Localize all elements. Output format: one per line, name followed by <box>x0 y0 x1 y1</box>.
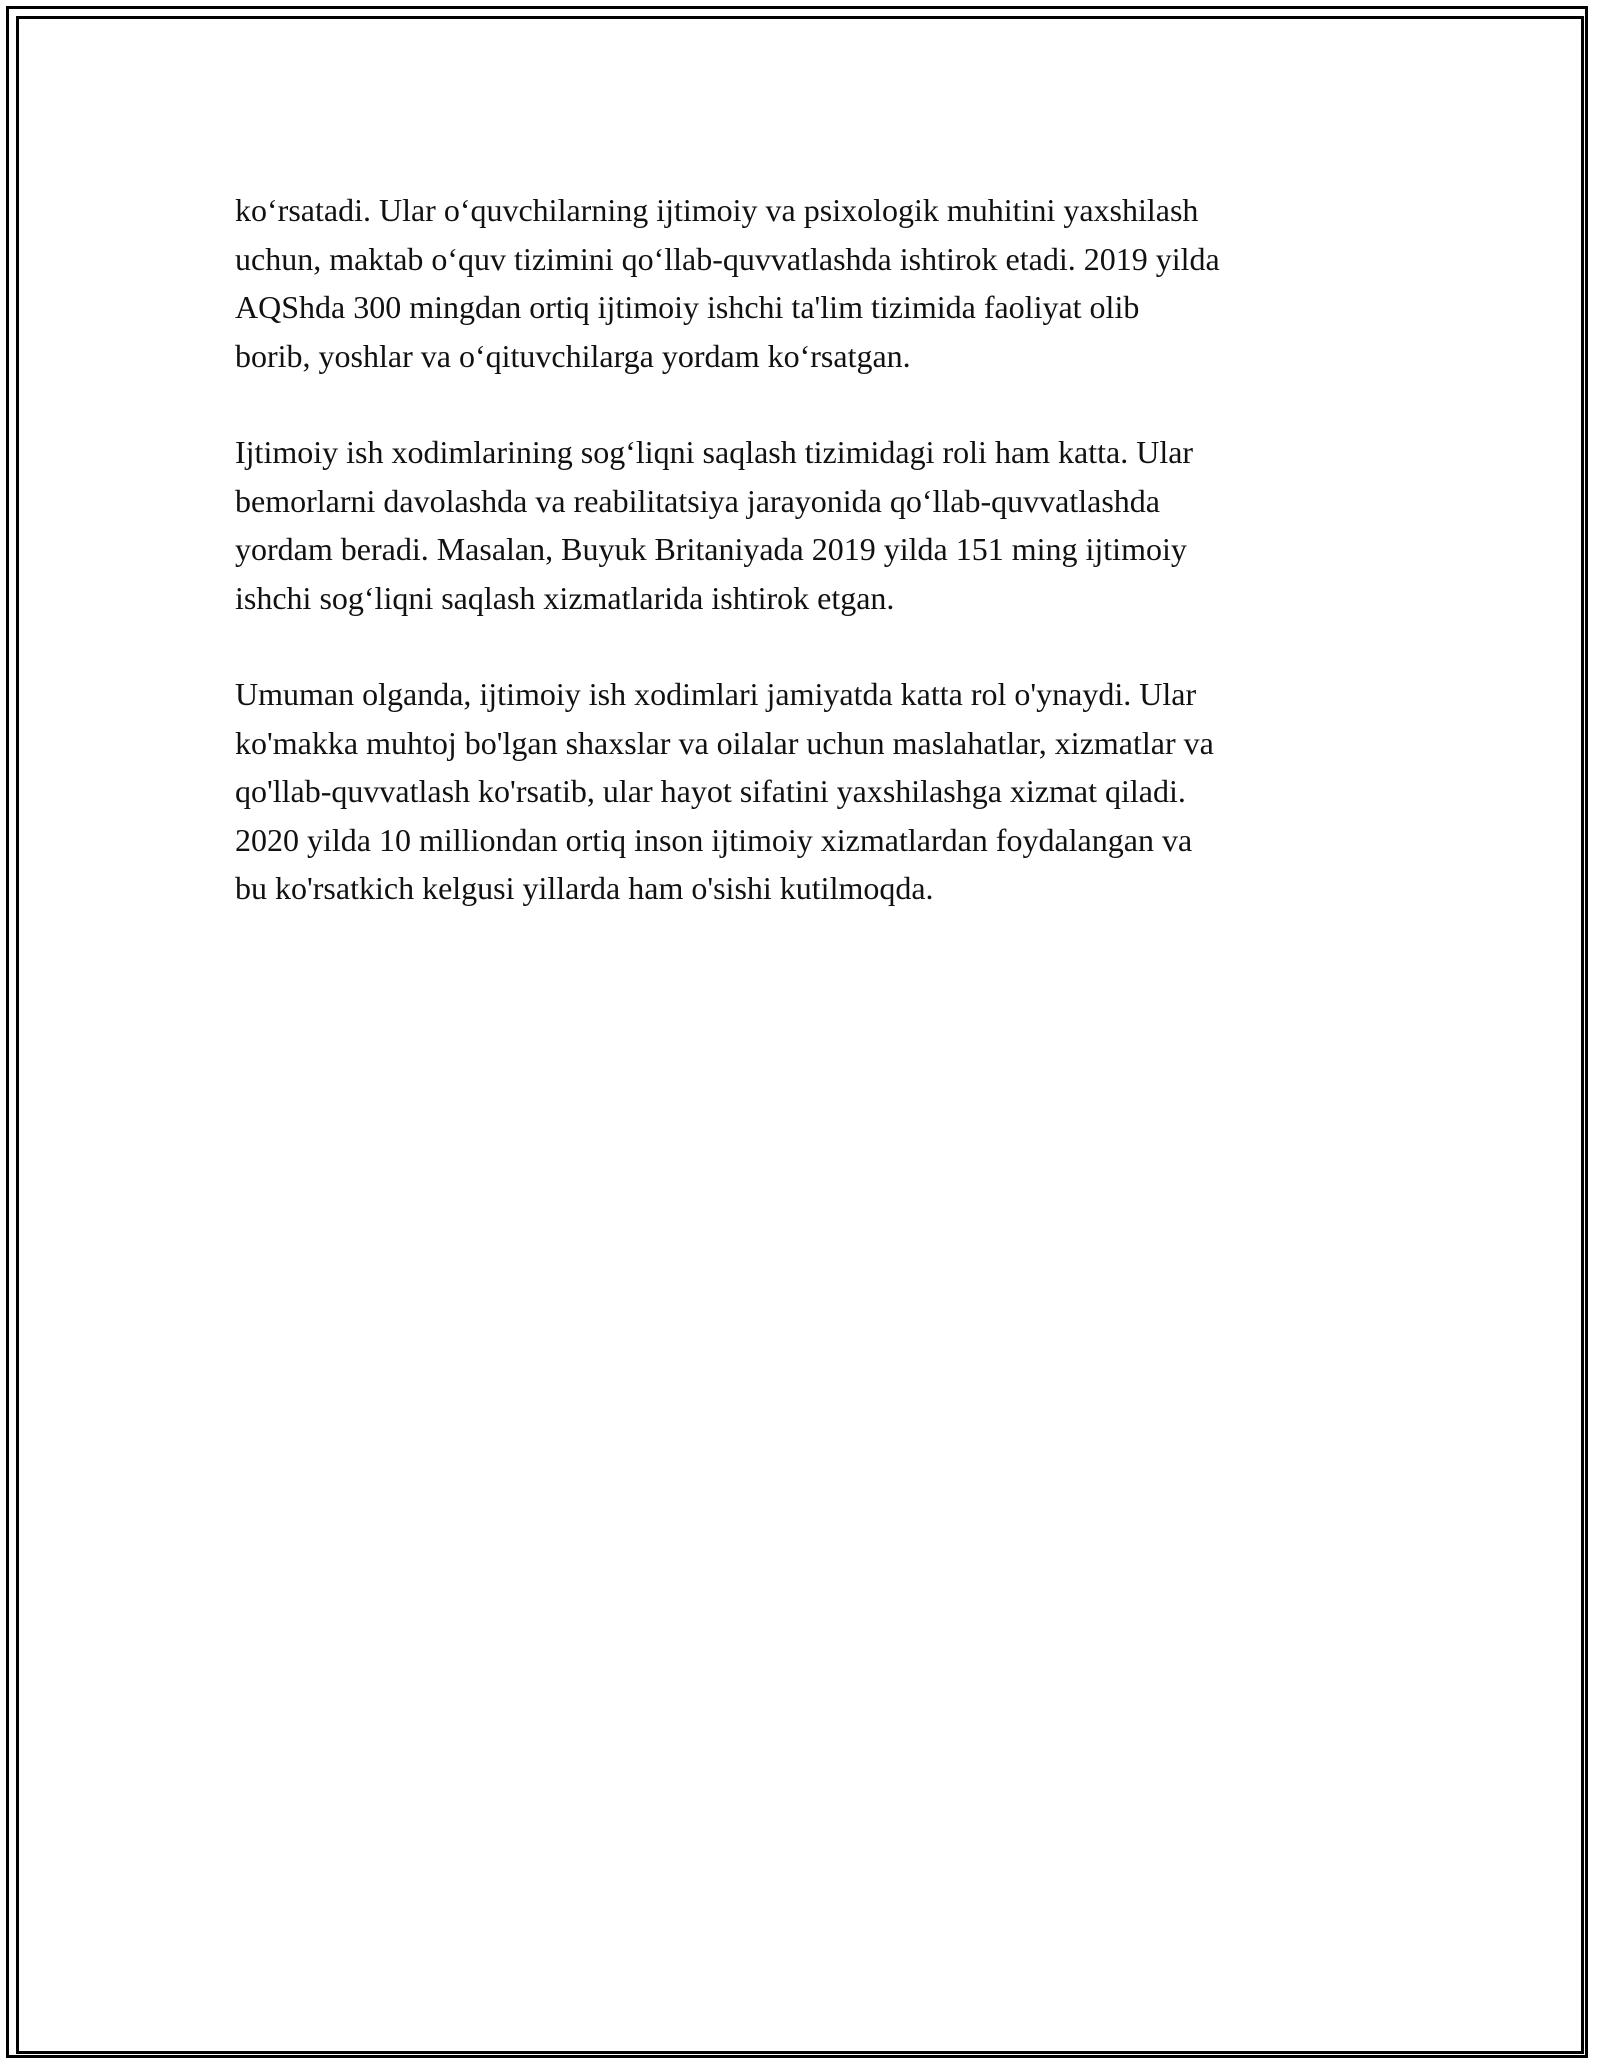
text-line: bemorlarni davolashda va reabilitatsiya jarayonida qo‘llab-quvvatlashda <box>235 482 1160 519</box>
text-line: AQShda 300 mingdan ortiq ijtimoiy ishchi ta'lim tizimida faoliyat olib <box>235 289 1140 325</box>
text-line: Ijtimoiy ish xodimlarining sog‘liqni saqlash tizimidagi roli ham katta. Ular <box>235 434 1194 470</box>
text-line: bu ko'rsatkich kelgusi yillarda ham o'sishi kutilmoqda. <box>235 870 934 906</box>
paragraph-school-social-work <box>235 186 1365 380</box>
document-body <box>235 186 1365 961</box>
paragraph-conclusion <box>235 670 1365 913</box>
paragraph-healthcare-role <box>235 428 1365 622</box>
text-line: ko'makka muhtoj bo'lgan shaxslar va oilalar uchun maslahatlar, xizmatlar va <box>235 724 1214 761</box>
text-line: uchun, maktab o‘quv tizimini qo‘llab-quvvatlashda ishtirok etadi. 2019 yilda <box>235 240 1220 277</box>
text-line: 2020 yilda 10 milliondan ortiq inson ijtimoiy xizmatlardan foydalangan va <box>235 821 1193 858</box>
text-line: ishchi sog‘liqni saqlash xizmatlarida ishtirok etgan. <box>235 579 895 616</box>
text-line: borib, yoshlar va o‘qituvchilarga yordam ko‘rsatgan. <box>235 337 911 374</box>
text-line: qo'llab-quvvatlash ko'rsatib, ular hayot sifatini yaxshilashga xizmat qiladi. <box>235 773 1186 809</box>
text-line: Umuman olganda, ijtimoiy ish xodimlari jamiyatda katta rol o'ynaydi. Ular <box>235 676 1197 712</box>
text-line: yordam beradi. Masalan, Buyuk Britaniyada 2019 yilda 151 ming ijtimoiy <box>235 531 1187 567</box>
text-line: ko‘rsatadi. Ular o‘quvchilarning ijtimoiy va psixologik muhitini yaxshilash <box>235 192 1199 228</box>
